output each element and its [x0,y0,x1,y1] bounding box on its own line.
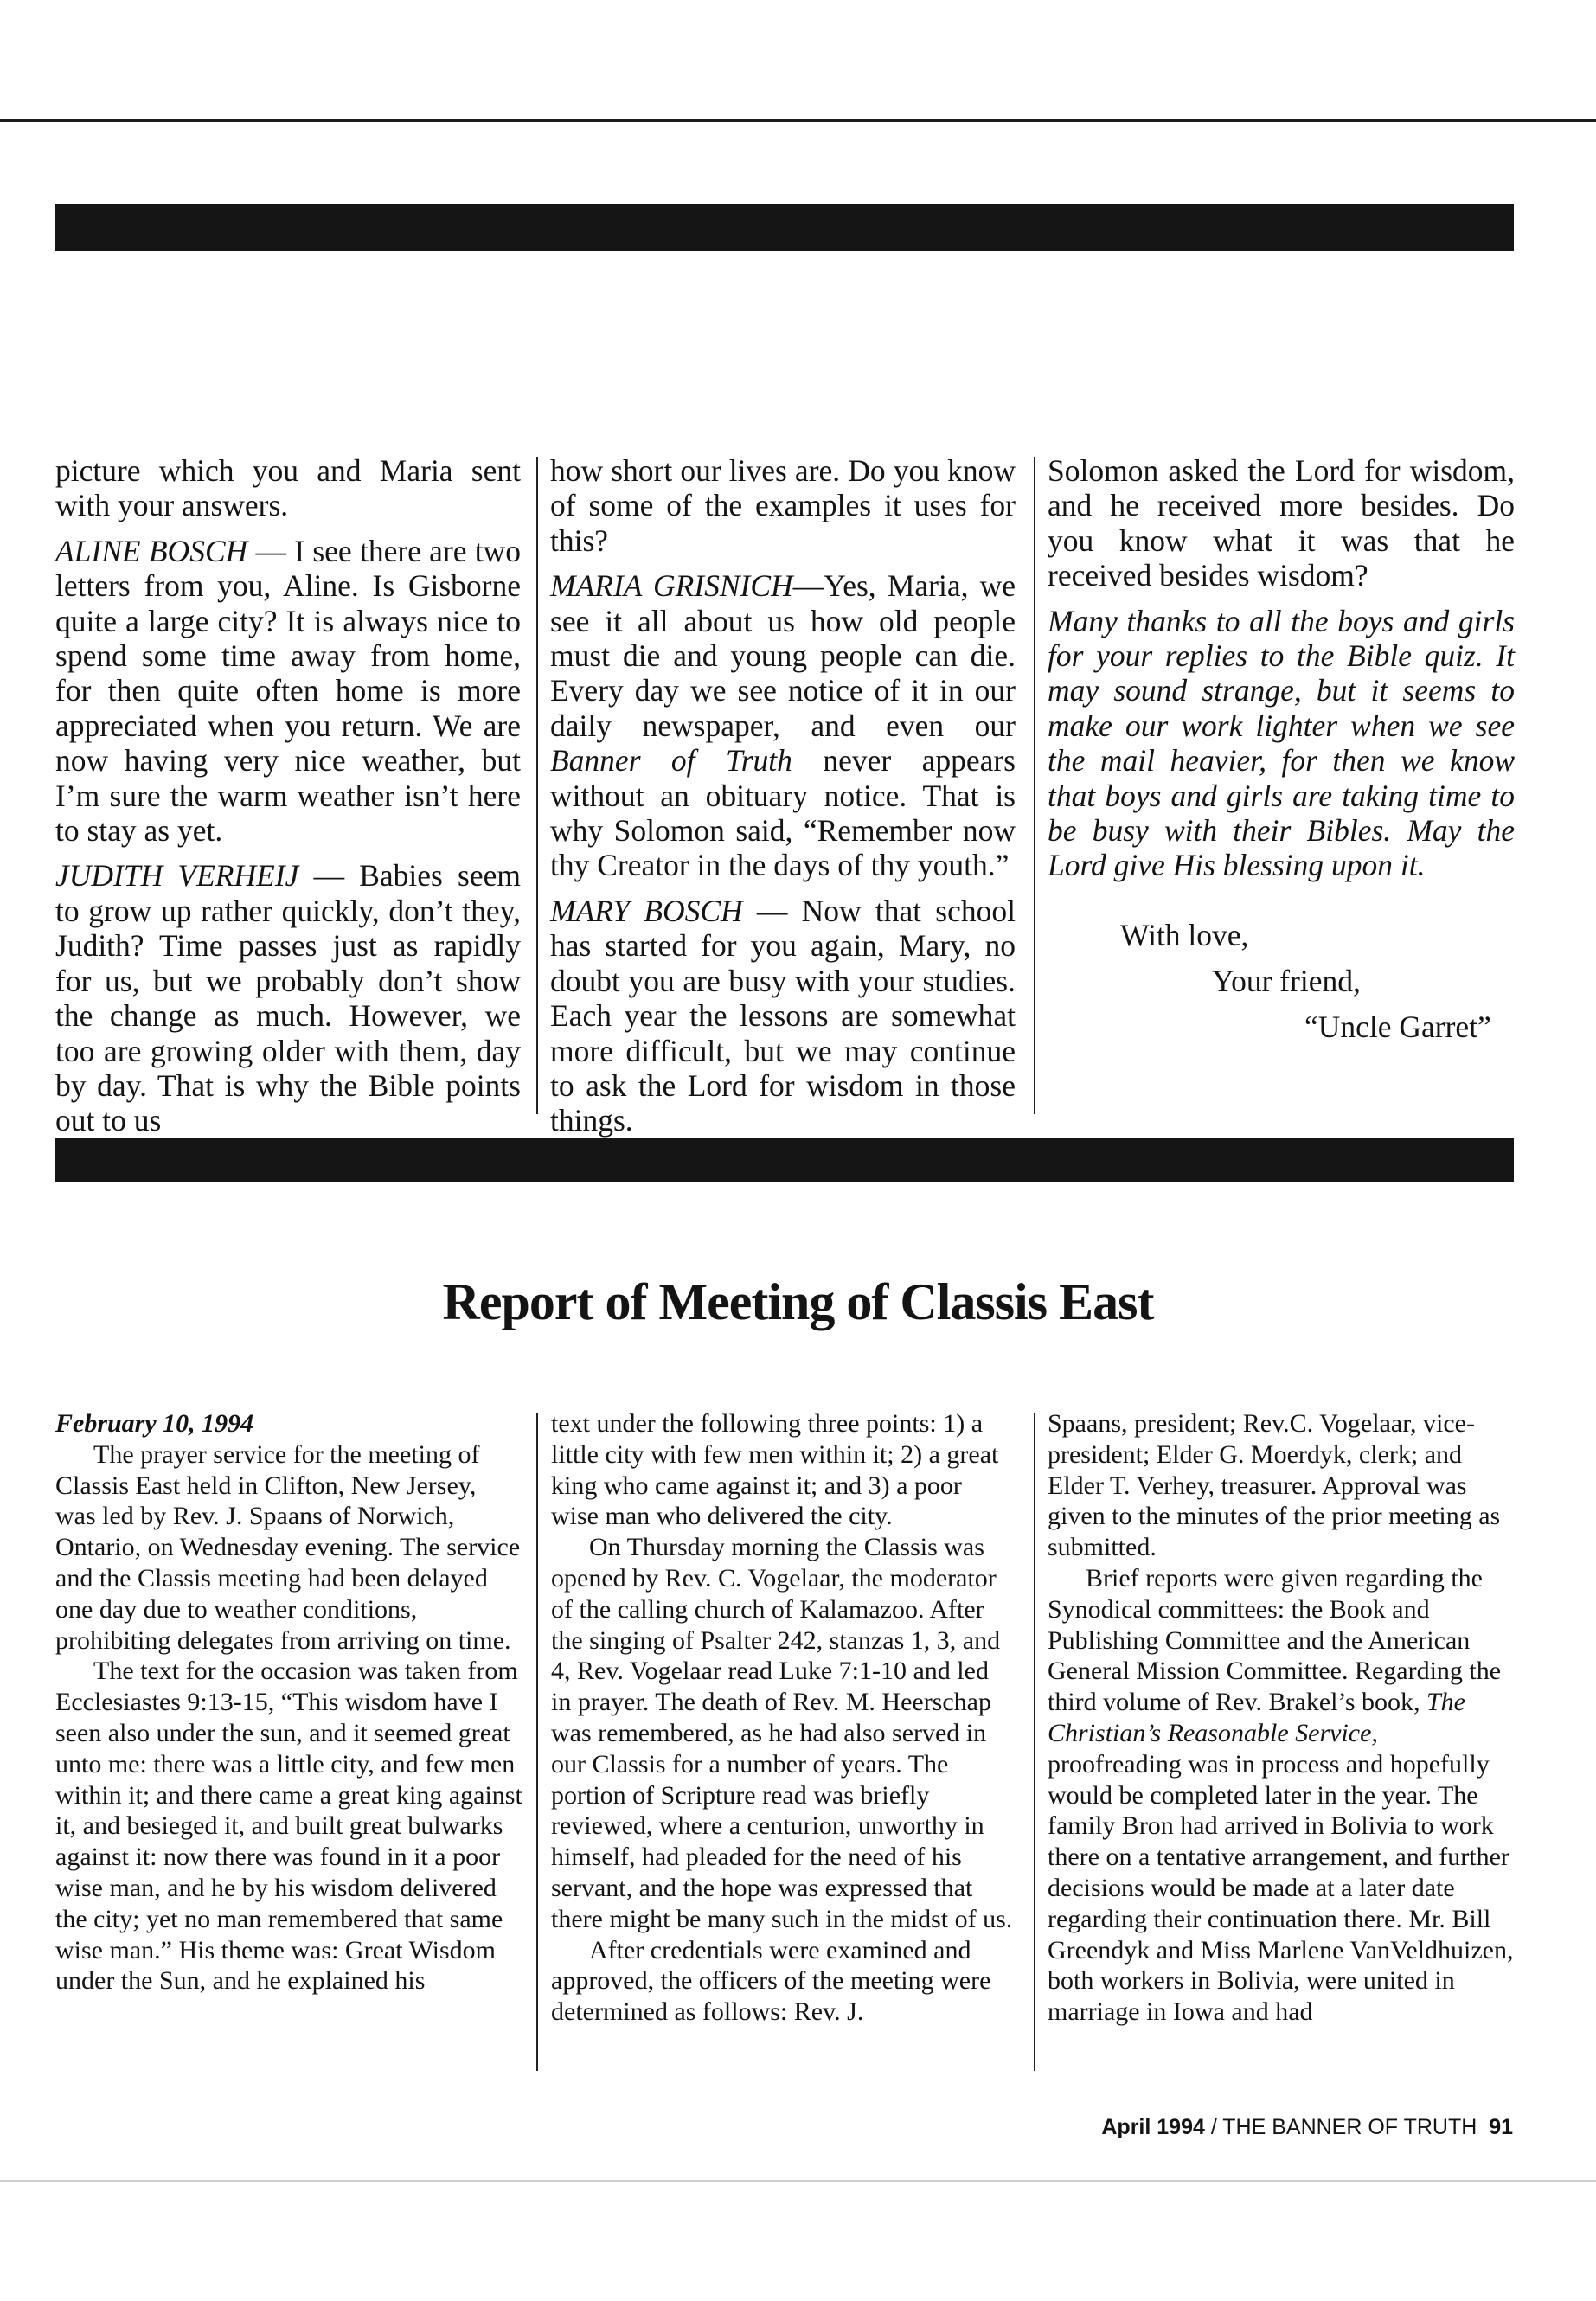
section-black-bar [55,1138,1514,1182]
article-headline: Report of Meeting of Classis East [442,1273,1154,1330]
column-divider [536,1413,538,2071]
page-footer [1101,2114,1513,2140]
report-date: February 10, 1994 [55,1409,254,1438]
signoff [1048,913,1515,1050]
letter-paragraph: JUDITH VERHEIJ — Babies seem to grow up rather quickly, don’t they, Judith? Time passes just as rapidly for us, but we probably don’t show the change as much. However, we too are growing older with them, day by day. That is why the Bible points out to us [55,858,521,1138]
page-number: 91 [1489,2115,1513,2139]
letter-paragraph: picture which you and Maria sent with your answers. [55,453,521,523]
letter-paragraph: Solomon asked the Lord for wisdom, and he received more besides. Do you know what it was that he received besides wisdom? [1048,453,1515,593]
letters-column-2 [550,453,1016,1149]
book-title: The Christian’s Reasonable Service, [1048,1688,1465,1747]
report-column-1 [55,1408,522,1997]
recipient-name: ALINE BOSCH [55,533,248,568]
column-divider [1034,1413,1035,2071]
recipient-name: MARY BOSCH [550,893,743,928]
signoff-line: With love, [1120,917,1249,952]
signoff-line: Your friend, [1212,963,1361,998]
recipient-name: MARIA GRISNICH [550,568,793,604]
footer-separator: / [1204,2115,1223,2139]
report-paragraph: Spaans, president; Rev.C. Vogelaar, vice-president; Elder G. Moerdyk, clerk; and Elder T. Verhey, treasurer. Approval was given to the minutes of the prior meeting as submitted. [1048,1409,1501,1562]
report-paragraph: text under the following three points: 1) a little city with few men within it; 2) a great king who came against it; and 3) a poor wise man who delivered the city. [551,1409,999,1531]
letter-paragraph: MARY BOSCH — Now that school has started for you again, Mary, no doubt you are busy with your studies. Each year the lessons are somewhat more difficult, but we may continue to ask the Lord for wisdom in those things. [550,893,1016,1138]
report-paragraph: The text for the occasion was taken from Ecclesiastes 9:13-15, “This wisdom have I seen also under the sun, and it seemed great unto me: there was a little city, and few men within it; and there came a great king against it, and besieged it, and built great bulwarks against it: now there was found in it a poor wise man, and he by his wisdom delivered the city; yet no man remembered that same wise man.” His theme was: Great Wisdom under the Sun, and he explained his [55,1657,522,1996]
column-divider [536,457,538,1114]
report-paragraph: Brief reports were given regarding the Synodical committees: the Book and Publishing Committee and the American General Mission Committee. Regarding the third volume of Rev. Brakel’s book, The Christian’s Reasonable Service, proofreading was in process and hopefully would be completed later in the year. The family Bron had arrived in Bolivia to work there on a tentative arrangement, and further decisions would be made at a later date regarding their continuation there. Mr. Bill Greendyk and Miss Marlene VanVeldhuizen, both workers in Bolivia, were united in marriage in Iowa and had [1048,1563,1514,2027]
report-paragraph: On Thursday morning the Classis was opened by Rev. C. Vogelaar, the moderator of the calling church of Kalamazoo. After the singing of Psalter 242, stanzas 1, 3, and 4, Rev. Vogelaar read Luke 7:1-10 and led in prayer. The death of Rev. M. Heerschap was remembered, as he had also served in our Classis for a number of years. The portion of Scripture read was briefly reviewed, where a centurion, unworthy in himself, had pleaded for the need of his servant, and the hope was expressed that there might be many such in the midst of us. [551,1533,1013,1933]
footer-issue: April 1994 [1101,2115,1205,2139]
report-paragraph: The prayer service for the meeting of Classis East held in Clifton, New Jersey, was led by Rev. J. Spaans of Norwich, Ontario, on Wednesday evening. The service and the Classis meeting had been delayed one day due to weather conditions, prohibiting delegates from arriving on time. [55,1439,521,1655]
report-paragraph: After credentials were examined and approved, the officers of the meeting were determined as follows: Rev. J. [551,1935,991,2027]
top-black-bar [55,204,1514,251]
column-divider [1034,457,1035,1114]
signoff-signature: “Uncle Garret” [1304,1009,1491,1044]
letter-paragraph: ALINE BOSCH — I see there are two letters from you, Aline. Is Gisborne quite a large city? It is always nice to spend some time away from home, for then quite often home is more appreciated when you return. We are now having very nice weather, but I’m sure the warm weather isn’t here to stay as yet. [55,533,522,849]
report-column-2 [551,1408,1014,2028]
thanks-note: Many thanks to all the boys and girls for your replies to the Bible quiz. It may sound strange, but it seems to make our work lighter when we see the mail heavier, for then we know that boys and girls are taking time to be busy with their Bibles. May the Lord give His blessing upon it. [1048,603,1515,883]
report-column-3 [1048,1408,1515,2028]
letter-paragraph: MARIA GRISNICH—Yes, Maria, we see it all about us how old people must die and young people can die. Every day we see notice of it in our daily newspaper, and even our Banner of Truth never appears without an obituary notice. That is why Solomon said, “Remember now thy Creator in the days of thy youth.” [550,568,1016,883]
bottom-rule [0,2180,1596,2182]
letters-column-1 [55,453,521,1149]
top-rule [0,119,1596,122]
publication-title: Banner of Truth [550,743,792,779]
recipient-name: JUDITH VERHEIJ [55,858,299,894]
letter-paragraph: how short our lives are. Do you know of some of the examples it uses for this? [550,453,1016,558]
footer-publication: THE BANNER OF TRUTH [1222,2115,1477,2139]
letters-column-3 [1048,453,1515,1050]
